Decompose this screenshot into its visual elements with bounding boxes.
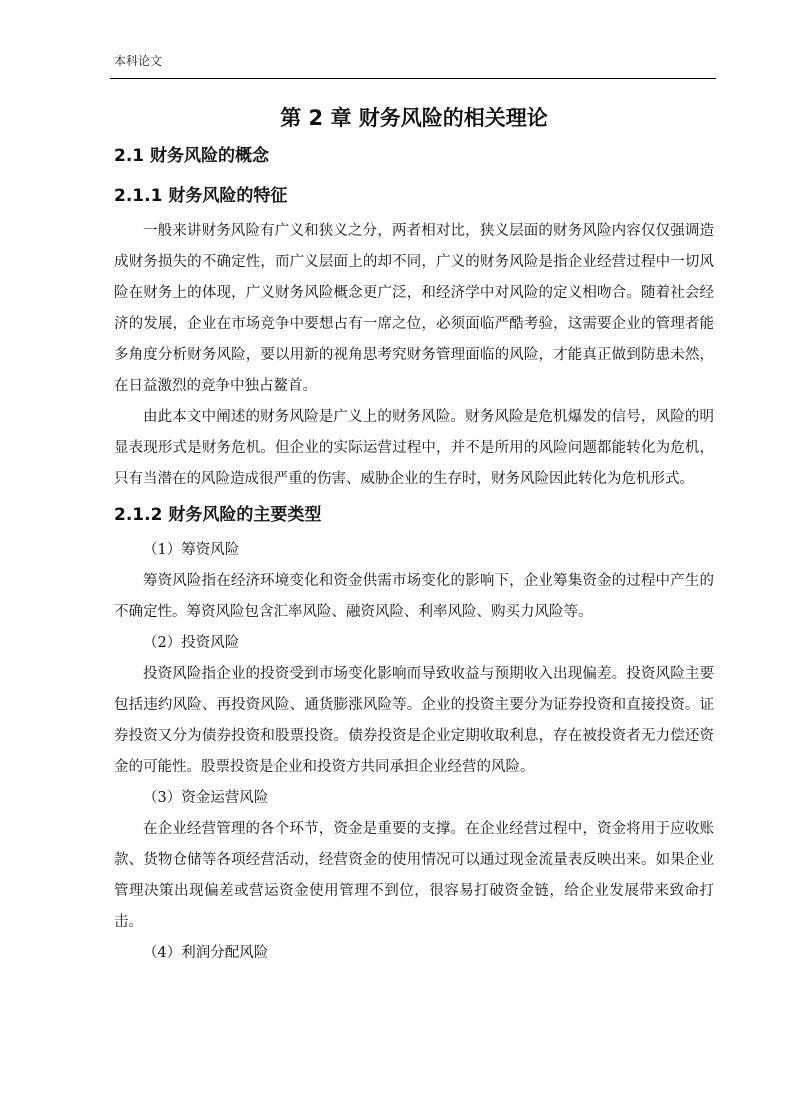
paragraph: 投资风险指企业的投资受到市场变化影响而导致收益与预期收入出现偏差。投资风险主要包括违约风险、再投资风险、通货膨涨风险等。企业的投资主要分为证券投资和直接投资。证券投资又分为债券投资和股票投资。债券投资是企业定期收取利息，存在被投资者无力偿还资金的可能性。股票投资是企业和投资方共同承担企业经营的风险。 xyxy=(114,666,714,775)
paragraph: 由此本文中阐述的财务风险是广义上的财务风险。财务风险是危机爆发的信号，风险的明显表现形式是财务危机。但企业的实际运营过程中，并不是所用的风险问题都能转化为危机，只有当潜在的风险造成很严重的伤害、威胁企业的生存时，财务风险因此转化为危机形式。 xyxy=(114,409,714,487)
paragraph: 在企业经营管理的各个环节，资金是重要的支撑。在企业经营过程中，资金将用于应收账款、货物仓储等各项经营活动，经营资金的使用情况可以通过现金流量表反映出来。如果企业管理决策出现偏差或营运资金使用管理不到位，很容易打破资金链，给企业发展带来致命打击。 xyxy=(114,821,714,930)
list-item-label: （3）资金运营风险 xyxy=(143,790,269,806)
list-item-label: （2）投资风险 xyxy=(143,635,240,651)
chapter-title: 第 2 章 财务风险的相关理论 xyxy=(280,106,548,130)
paragraph: 一般来讲财务风险有广义和狭义之分，两者相对比，狭义层面的财务风险内容仅仅强调造成财务损失的不确定性，而广义层面上的却不同，广义的财务风险是指企业经营过程中一切风险在财务上的体现，广义财务风险概念更广泛，和经济学中对风险的定义相吻合。随着社会经济的发展，企业在市场竞争中要想占有一席之位，必须面临严酷考验，这需要企业的管理者能多角度分析财务风险，要以用新的视角思考究财务管理面临的风险，才能真正做到防患未然，在日益激烈的竞争中独占鳌首。 xyxy=(114,223,714,394)
page-header-label: 本科论文 xyxy=(114,54,163,68)
header-divider xyxy=(110,78,716,79)
document-body xyxy=(114,92,714,969)
section-title-2-1-1: 2.1.1 财务风险的特征 xyxy=(114,186,288,206)
section-title-2-1: 2.1 财务风险的概念 xyxy=(114,146,270,166)
paragraph: 筹资风险指在经济环境变化和资金供需市场变化的影响下，企业筹集资金的过程中产生的不确定性。筹资风险包含汇率风险、融资风险、利率风险、购买力风险等。 xyxy=(114,573,714,620)
list-item-label: （1）筹资风险 xyxy=(143,542,240,558)
section-title-2-1-2: 2.1.2 财务风险的主要类型 xyxy=(114,505,322,525)
list-item-label: （4）利润分配风险 xyxy=(143,945,269,961)
